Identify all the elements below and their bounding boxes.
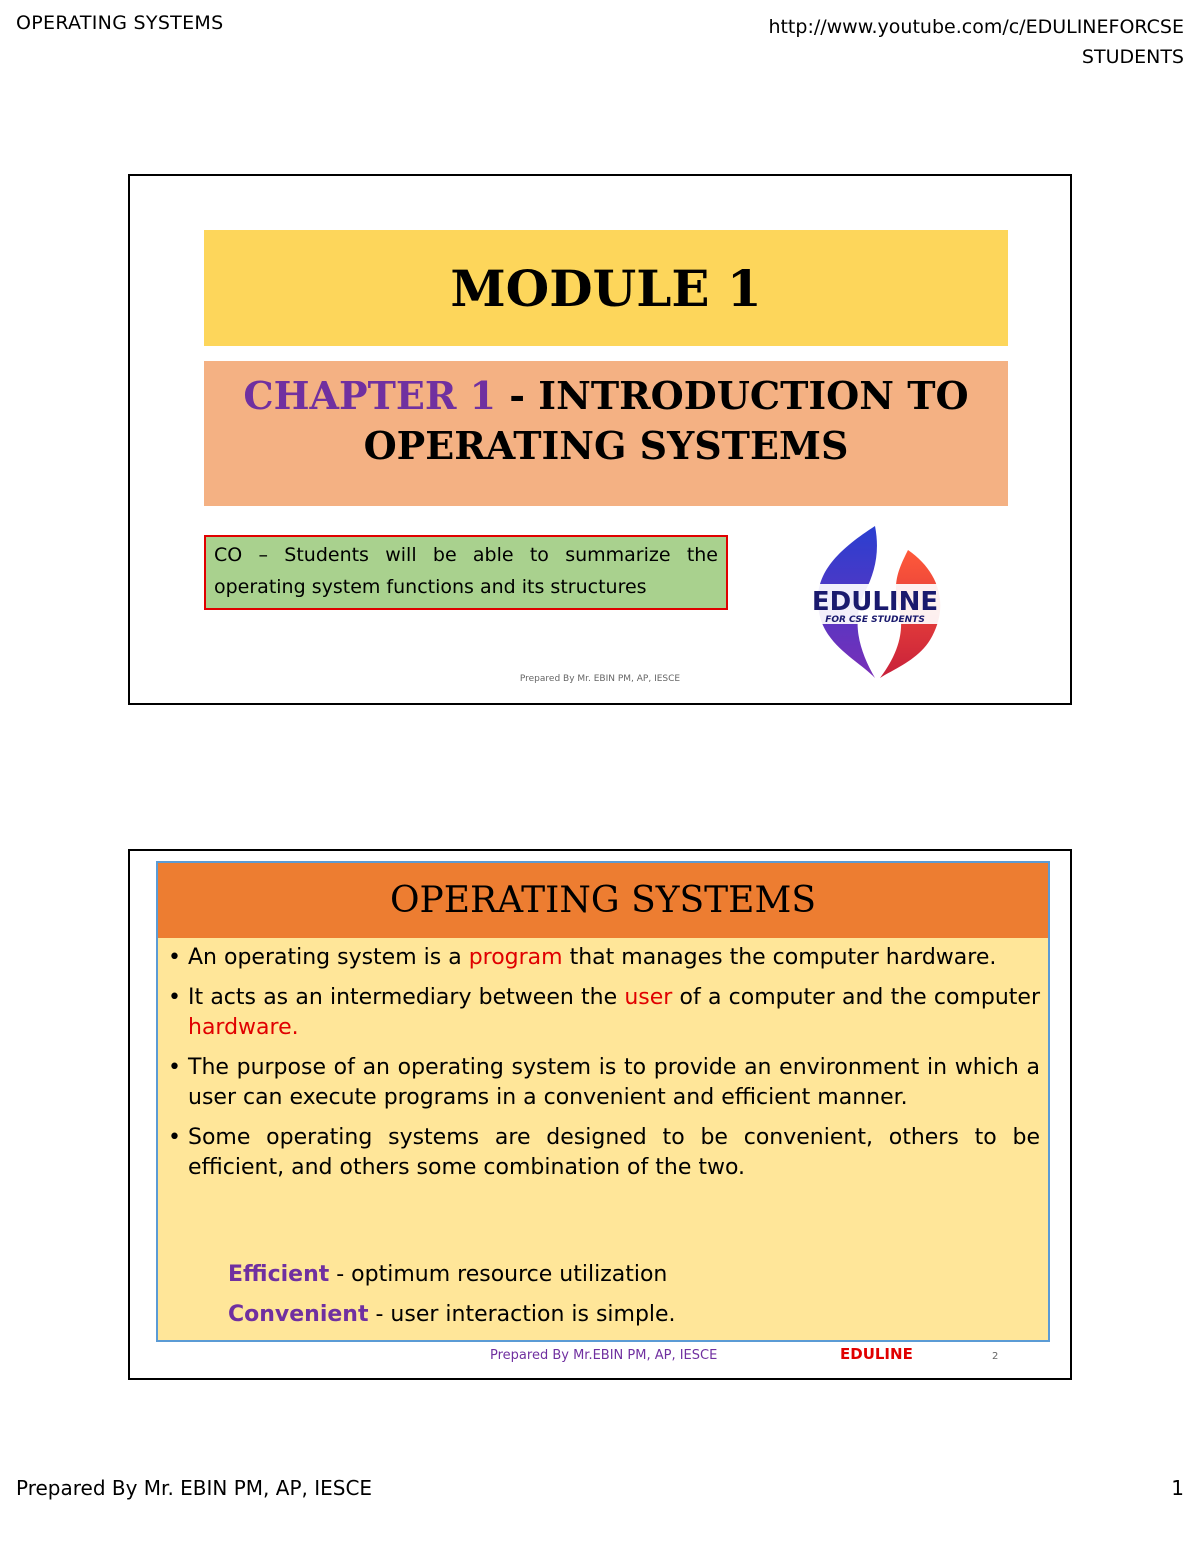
chapter-band [204,361,1008,506]
text: of a computer and the computer [672,985,1040,1010]
bullet-item: • The purpose of an operating system is to provide an environment in which a user can execute programs in a convenient and efficient manner. [182,1053,1040,1113]
eduline-logo [780,522,970,682]
module-title: MODULE 1 [450,258,762,318]
term-efficient: Efficient [228,1262,330,1287]
module-band [204,230,1008,346]
definition-efficient [228,1255,676,1295]
header-url-cont[interactable]: STUDENTS [1081,46,1184,68]
text: that manages the computer hardware. [562,945,997,970]
chapter-label: CHAPTER 1 [243,373,497,418]
page-header-left: OPERATING SYSTEMS [16,12,224,34]
logo-text: EDULINE [811,587,939,617]
definition-convenient [228,1295,676,1335]
slide2-title: OPERATING SYSTEMS [390,880,816,921]
term-convenient: Convenient [228,1302,369,1327]
os-title-band [158,863,1048,938]
logo-subtext: FOR CSE STUDENTS [825,615,925,625]
def-efficient: - optimum resource utilization [329,1262,668,1287]
page-footer-prepared-by: Prepared By Mr. EBIN PM, AP, IESCE [16,1476,373,1500]
text: An operating system is a [188,945,469,970]
chapter-title-part2: OPERATING SYSTEMS [363,423,849,468]
def-convenient: - user interaction is simple. [368,1302,676,1327]
slide2-logo-text: EDULINE [840,1345,913,1363]
slide-1 [128,174,1072,705]
bullet-item [182,943,1040,973]
highlight-user: user [624,985,673,1010]
bullet-item: • Some operating systems are designed to be convenient, others to be efficient, and others some combination of the two. [182,1123,1040,1183]
definitions [228,1255,676,1335]
bullet-list [158,943,1048,1193]
content-frame [156,861,1050,1342]
slide1-prepared-by: Prepared By Mr. EBIN PM, AP, IESCE [519,674,681,684]
highlight-hardware: hardware. [188,1015,299,1040]
slide-number: 2 [992,1351,999,1362]
chapter-title-part1: - INTRODUCTION TO [496,373,969,418]
bullet-item [182,983,1040,1043]
page-number: 1 [1171,1476,1184,1500]
slide2-prepared-by: Prepared By Mr.EBIN PM, AP, IESCE [490,1348,718,1363]
slide-2 [128,849,1072,1380]
text: It acts as an intermediary between the [188,985,625,1010]
course-outcome-box: CO – Students will be able to summarize the operating system functions and its structures [204,535,728,610]
highlight-program: program [468,945,563,970]
header-url[interactable]: http://www.youtube.com/c/EDULINEFORCSE [768,16,1184,38]
page-header-right [768,12,1184,72]
chapter-line-1 [204,371,1008,421]
